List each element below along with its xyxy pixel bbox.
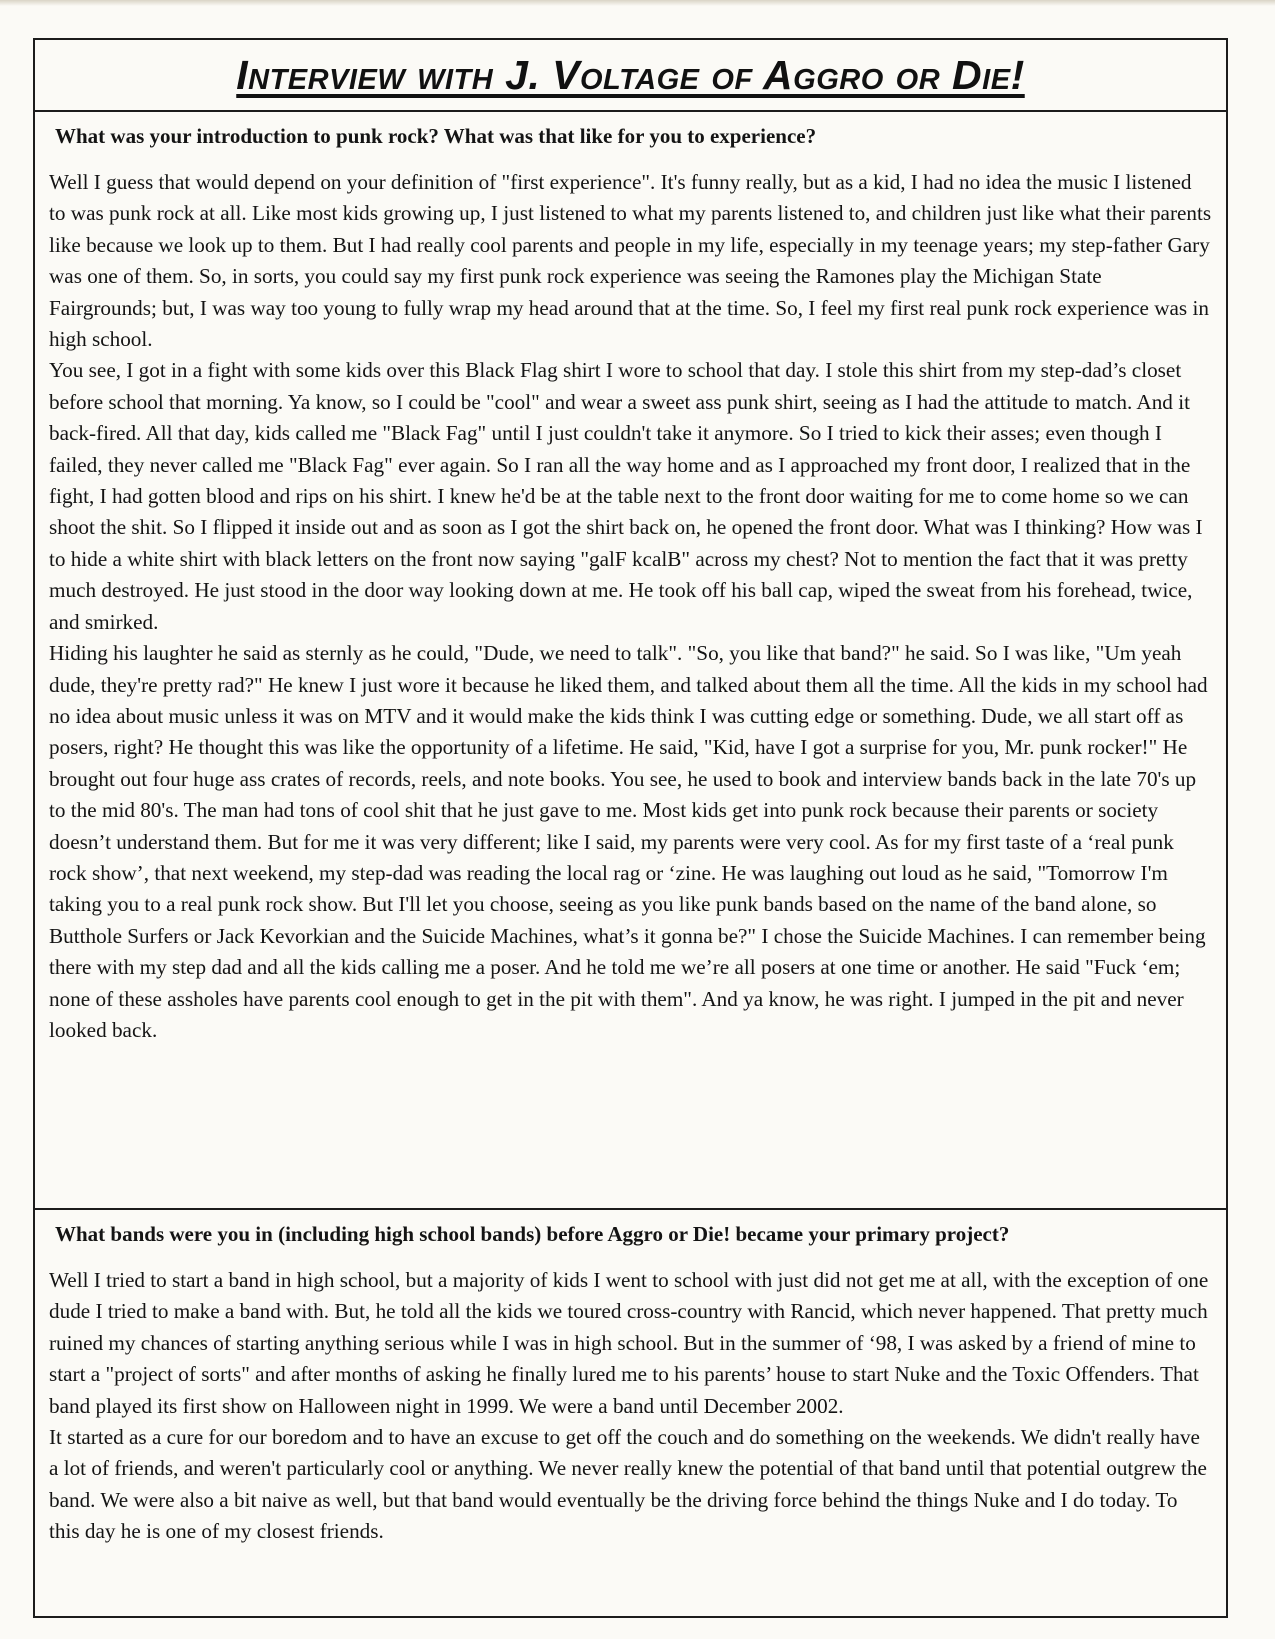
answer-paragraph: It started as a cure for our boredom and to have an excuse to get off the couch and do something on the weekends. We didn't really have a lot of friends, and weren't particularly cool or anything. We never really knew the potential of that band until that potential outgrew the band. We were also a bit naive as well, but that band would eventually be the driving force behind the things Nuke and I do today. To this day he is one of my closest friends. <box>49 1425 1207 1544</box>
page-top-edge <box>0 0 1275 6</box>
interview-page <box>33 38 1228 1618</box>
question-section-1 <box>35 112 1226 1210</box>
answer-paragraph: Hiding his laughter he said as sternly as he could, "Dude, we need to talk". "So, you like that band?" he said. So I was like, "Um yeah dude, they're pretty rad?" He knew I just wore it because he liked them, and talked about them all the time. All the kids in my school had no idea about music unless it was on MTV and it would make the kids think I was cutting edge or something. Dude, we all start off as posers, right? He thought this was like the opportunity of a lifetime. He said, "Kid, have I got a surprise for you, Mr. punk rocker!" He brought out four huge ass crates of records, reels, and note books. You see, he used to book and interview bands back in the late 70's up to the mid 80's. The man had tons of cool shit that he just gave to me. Most kids get into punk rock because their parents or society doesn’t understand them. But for me it was very different; like I said, my parents were very cool. As for my first taste of a ‘real punk rock show’, that next weekend, my step-dad was reading the local rag or ‘zine. He was laughing out loud as he said, "Tomorrow I'm taking you to a real punk rock show. But I'll let you choose, seeing as you like punk bands based on the name of the band alone, so Butthole Surfers or Jack Kevorkian and the Suicide Machines, what’s it gonna be?" I chose the Suicide Machines. I can remember being there with my step dad and all the kids calling me a poser. And he told me we’re all posers at one time or another. He said "Fuck ‘em; none of these assholes have parents cool enough to get in the pit with them". And ya know, he was right. I jumped in the pit and never looked back. <box>49 641 1208 1042</box>
answer-paragraph: You see, I got in a fight with some kids over this Black Flag shirt I wore to school that day. I stole this shirt from my step-dad’s closet before school that morning. Ya know, so I could be "cool" and wear a sweet ass punk shirt, seeing as I had the attitude to match. And it back-fired. All that day, kids called me "Black Fag" until I just couldn't take it anymore. So I tried to kick their asses; even though I failed, they never called me "Black Fag" ever again. So I ran all the way home and as I approached my front door, I realized that in the fight, I had gotten blood and rips on his shirt. I knew he'd be at the table next to the front door waiting for me to come home so we can shoot the shit. So I flipped it inside out and as soon as I got the shirt back on, he opened the front door. What was I thinking? How was I to hide a white shirt with black letters on the front now saying "galF kcalB" across my chest? Not to mention the fact that it was pretty much destroyed. He just stood in the door way looking down at me. He took off his ball cap, wiped the sweat from his forehead, twice, and smirked. <box>49 358 1203 634</box>
page-title: Interview with J. Voltage of Aggro or Die! <box>236 51 1025 98</box>
title-box <box>35 40 1226 112</box>
answer-paragraph: Well I tried to start a band in high school, but a majority of kids I went to school with just did not get me at all, with the exception of one dude I tried to make a band with. But, he told all the kids we toured cross-country with Rancid, which never happened. That pretty much ruined my chances of starting anything serious while I was in high school. But in the summer of ‘98, I was asked by a friend of mine to start a "project of sorts" and after months of asking he finally lured me to his parents’ house to start Nuke and the Toxic Offenders. That band played its first show on Halloween night in 1999. We were a band until December 2002. <box>49 1268 1209 1418</box>
question-heading: What was your introduction to punk rock? What was that like for you to experience? <box>55 124 817 148</box>
question-section-2 <box>35 1210 1226 1548</box>
question-heading: What bands were you in (including high school bands) before Aggro or Die! became your primary project? <box>55 1222 1010 1246</box>
answer-paragraph: Well I guess that would depend on your definition of "first experience". It's funny really, but as a kid, I had no idea the music I listened to was punk rock at all. Like most kids growing up, I just listened to what my parents listened to, and children just like what their parents like because we look up to them. But I had really cool parents and people in my life, especially in my teenage years; my step-father Gary was one of them. So, in sorts, you could say my first punk rock experience was seeing the Ramones play the Michigan State Fairgrounds; but, I was way too young to fully wrap my head around that at the time. So, I feel my first real punk rock experience was in high school. <box>49 170 1212 352</box>
